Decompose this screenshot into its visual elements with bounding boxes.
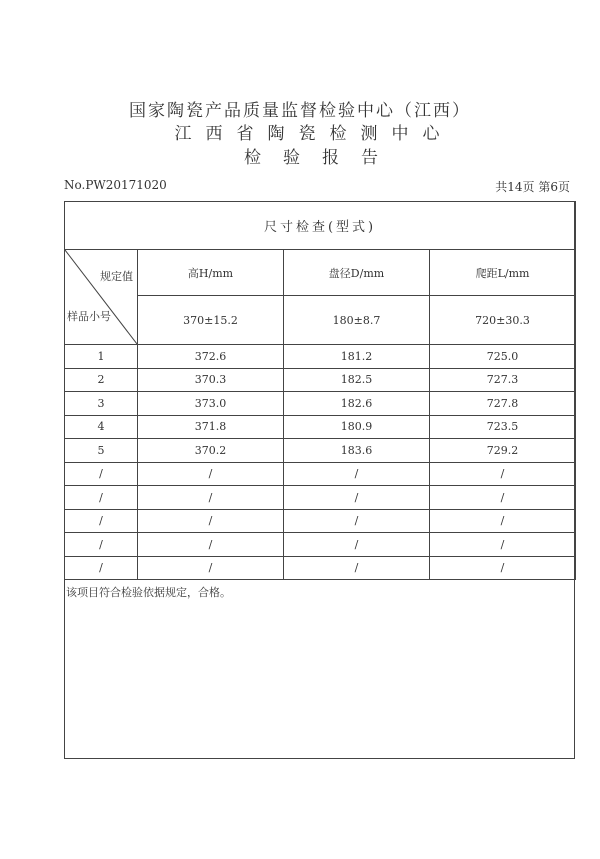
measurement-cell: / (284, 486, 430, 510)
spec-diameter: 180±8.7 (284, 296, 430, 345)
table-title: 尺寸检查(型式) (65, 202, 576, 250)
report-number: No.PW20171020 (64, 178, 167, 192)
table-row (65, 415, 576, 439)
corner-label-sample: 样品小号 (67, 310, 111, 323)
sample-number-cell: 4 (65, 415, 138, 439)
measurement-cell: / (430, 533, 576, 557)
table-row (65, 556, 576, 580)
sample-number-cell: / (65, 556, 138, 580)
measurement-cell: 723.5 (430, 415, 576, 439)
diagonal-line (65, 250, 137, 344)
measurement-cell: / (284, 462, 430, 486)
measurement-cell: / (138, 486, 284, 510)
sample-number-cell: / (65, 533, 138, 557)
measurement-cell: / (284, 533, 430, 557)
institution-name: 国家陶瓷产品质量监督检验中心（江西） (129, 101, 471, 121)
measurement-cell: 725.0 (430, 345, 576, 369)
measurement-cell: 373.0 (138, 392, 284, 416)
table-row (65, 345, 576, 369)
measurement-cell: / (138, 462, 284, 486)
table-row (65, 509, 576, 533)
measurement-cell: 370.2 (138, 439, 284, 463)
conclusion-text: 该项目符合检验依据规定，合格。 (66, 586, 231, 599)
measurement-cell: 372.6 (138, 345, 284, 369)
measurement-cell: 371.8 (138, 415, 284, 439)
table-row (65, 462, 576, 486)
corner-label-spec: 规定值 (100, 270, 133, 283)
measurement-cell: / (284, 556, 430, 580)
sample-number-cell: 1 (65, 345, 138, 369)
sample-number-cell: 5 (65, 439, 138, 463)
column-header-height: 高H/mm (138, 250, 284, 296)
sample-number-cell: 2 (65, 368, 138, 392)
table-row (65, 533, 576, 557)
corner-header-cell (65, 250, 138, 345)
table-row (65, 486, 576, 510)
measurement-cell: 181.2 (284, 345, 430, 369)
column-header-creepage: 爬距L/mm (430, 250, 576, 296)
measurement-cell: / (430, 486, 576, 510)
measurement-cell: 370.3 (138, 368, 284, 392)
dimension-table (64, 201, 576, 580)
measurement-cell: 727.8 (430, 392, 576, 416)
column-header-diameter: 盘径D/mm (284, 250, 430, 296)
measurement-cell: 182.5 (284, 368, 430, 392)
sample-number-cell: / (65, 486, 138, 510)
measurement-cell: 180.9 (284, 415, 430, 439)
measurement-cell: 729.2 (430, 439, 576, 463)
measurement-cell: / (430, 556, 576, 580)
spec-creepage: 720±30.3 (430, 296, 576, 345)
center-name: 江西省陶瓷检测中心 (174, 124, 454, 144)
page-info: 共14页 第6页 (495, 180, 570, 194)
measurement-cell: 183.6 (284, 439, 430, 463)
measurement-cell: / (138, 533, 284, 557)
table-row (65, 439, 576, 463)
spec-height: 370±15.2 (138, 296, 284, 345)
sample-number-cell: / (65, 462, 138, 486)
table-row (65, 392, 576, 416)
measurement-cell: / (138, 556, 284, 580)
measurement-cell: / (138, 509, 284, 533)
measurement-cell: 182.6 (284, 392, 430, 416)
measurement-cell: / (430, 509, 576, 533)
report-title: 检验报告 (244, 148, 400, 168)
table-row (65, 368, 576, 392)
measurement-cell: / (430, 462, 576, 486)
measurement-cell: 727.3 (430, 368, 576, 392)
measurement-cell: / (284, 509, 430, 533)
sample-number-cell: / (65, 509, 138, 533)
sample-number-cell: 3 (65, 392, 138, 416)
